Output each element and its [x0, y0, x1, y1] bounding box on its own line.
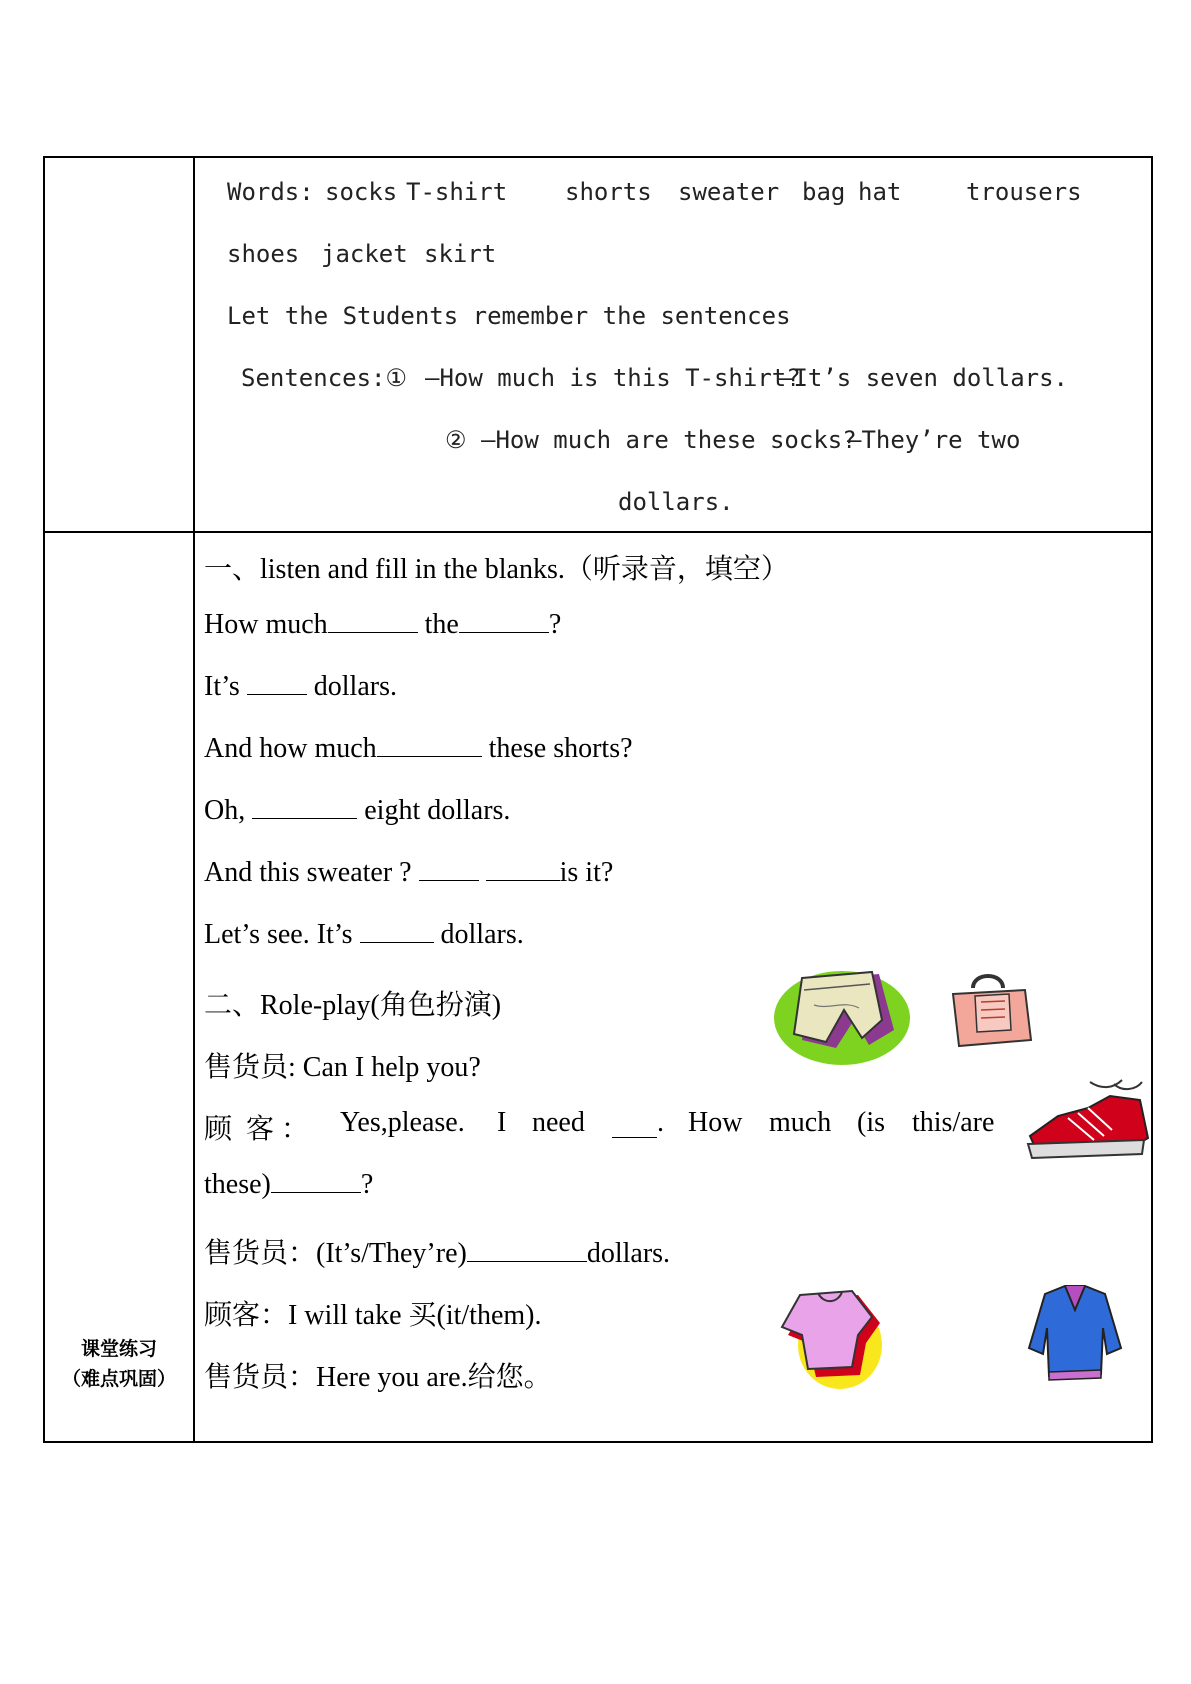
fill-line-6-text-a: Let’s see. It’s: [204, 919, 360, 950]
sentence2-number: ②: [445, 426, 467, 454]
instruction-text: Let the Students remember the sentences: [227, 302, 791, 330]
role-line-4-text-a: 售货员：(It’s/They’re): [204, 1238, 467, 1269]
role-line-2-word-a: Yes,please.: [340, 1107, 465, 1138]
section-label-line2: （难点巩固）: [61, 1368, 176, 1390]
blank-2[interactable]: [247, 674, 307, 695]
role-line-2-word-e: much: [769, 1107, 832, 1138]
blank-4[interactable]: [252, 798, 357, 819]
section-label-line1: 课堂练习: [80, 1338, 157, 1360]
fill-line-6-text-b: dollars.: [433, 919, 524, 950]
blank-1b[interactable]: [459, 612, 549, 633]
role-line-1: 售货员: Can I help you?: [204, 1052, 481, 1083]
bag-picture: [945, 970, 1035, 1050]
shirt-picture: [778, 1283, 888, 1393]
fill-line-5: [204, 857, 613, 889]
blank-r4[interactable]: [467, 1241, 587, 1262]
blank-5a[interactable]: [419, 860, 479, 881]
fill-line-3-text-a: And how much: [204, 733, 377, 764]
part2-title: 二、Role-play(角色扮演): [204, 990, 502, 1021]
fill-line-2-text-a: It’s: [204, 671, 247, 702]
role-line-3-text-a: these): [204, 1169, 271, 1200]
blank-r3[interactable]: [271, 1172, 361, 1193]
word-hat: hat: [858, 178, 902, 206]
fill-line-1-text-c: ?: [548, 609, 562, 640]
sentence2-question: —How much are these socks?: [481, 426, 857, 454]
word-sweater: sweater: [678, 178, 780, 206]
sneakers-picture: [1018, 1078, 1153, 1168]
fill-line-1-text-a: How much: [204, 609, 328, 640]
role-line-2-word-g: this/are: [912, 1107, 995, 1138]
role-line-2-word-d: How: [688, 1107, 743, 1138]
word-shoes: shoes: [227, 240, 300, 268]
word-tshirt: T-shirt: [406, 178, 508, 206]
sentence1-question: —How much is this T-shirt?: [425, 364, 801, 392]
blank-r2[interactable]: [612, 1107, 657, 1138]
words-label: Words:: [227, 178, 314, 206]
blank-1a[interactable]: [328, 612, 418, 633]
role-line-2-word-b: I: [497, 1107, 507, 1138]
blank-3[interactable]: [377, 736, 482, 757]
role-line-4-text-b: dollars.: [586, 1238, 671, 1269]
fill-line-5-text-b: is it?: [559, 857, 614, 888]
sentence2-continuation: dollars.: [618, 488, 734, 516]
fill-line-4-text-a: Oh,: [204, 795, 253, 826]
shorts-picture: [774, 960, 914, 1070]
word-shorts: shorts: [565, 178, 652, 206]
words-cell: [194, 157, 1152, 532]
word-socks: socks: [325, 178, 398, 206]
blank-6[interactable]: [360, 922, 434, 943]
fill-line-2: [204, 671, 397, 703]
sentence2-answer: —They’re two: [847, 426, 1021, 454]
role-line-2-speaker: 顾 客 ：: [204, 1114, 310, 1145]
role-line-2-word-c: need: [532, 1107, 585, 1138]
sentence1-answer: —It’s seven dollars.: [779, 364, 1068, 392]
fill-line-2-text-b: dollars.: [306, 671, 397, 702]
sentence1-label: Sentences:①: [241, 364, 408, 392]
fill-line-1: [204, 609, 561, 641]
role-line-5: 顾客：I will take 买(it/them).: [204, 1300, 542, 1331]
fill-line-3: [204, 733, 633, 765]
word-skirt: skirt: [424, 240, 497, 268]
role-line-3-text-b: ?: [360, 1169, 374, 1200]
fill-line-5-text-a: And this sweater ?: [204, 857, 419, 888]
fill-line-1-text-b: the: [417, 609, 459, 640]
role-line-2-word-f: (is: [857, 1107, 885, 1138]
role-line-2-period: .: [657, 1107, 664, 1138]
word-jacket: jacket: [321, 240, 408, 268]
section-label: [45, 1334, 193, 1394]
section-label-cell: [44, 532, 194, 1442]
empty-label-cell: [44, 157, 194, 532]
fill-line-3-text-b: these shorts?: [481, 733, 633, 764]
sweater-picture: [1025, 1278, 1125, 1388]
word-trousers: trousers: [966, 178, 1082, 206]
fill-line-4-text-b: eight dollars.: [357, 795, 511, 826]
role-line-4: [204, 1231, 670, 1271]
fill-line-6: [204, 919, 524, 951]
lesson-table: [43, 156, 1153, 1443]
blank-5b[interactable]: [486, 860, 560, 881]
word-bag: bag: [802, 178, 846, 206]
role-line-3: [204, 1169, 373, 1201]
fill-line-4: [204, 795, 510, 827]
role-line-6: 售货员：Here you are.给您。: [204, 1362, 552, 1393]
part1-title: 一、listen and fill in the blanks.（听录音，填空）: [204, 554, 789, 585]
